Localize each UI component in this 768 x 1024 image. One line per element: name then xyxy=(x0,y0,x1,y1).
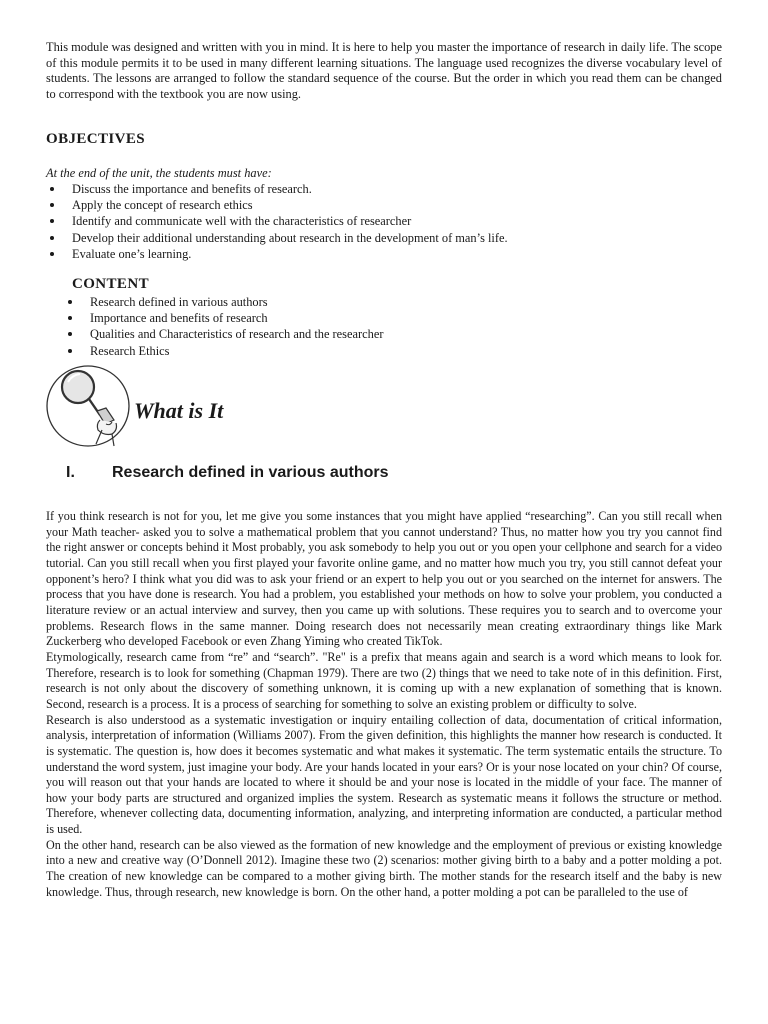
intro-paragraph: This module was designed and written with you in mind. It is here to help you master the importance of research in daily life. The scope of this module permits it to be used in many different learning situations. The language used recognizes the diverse vocabulary level of students. The lessons are arranged to follow the standard sequence of the course. But the order in which you read them can be changed to correspond with the textbook you are now using. xyxy=(46,40,722,101)
body-text xyxy=(46,509,722,900)
list-item: Develop their additional understanding about research in the development of man’s life. xyxy=(72,230,508,245)
content-heading: CONTENT xyxy=(72,276,149,292)
paragraph: Research is also understood as a systematic investigation or inquiry entailing collection of data, documentation of critical information, analysis, interpretation of information (Williams 2007). From the given definition, this highlights the manner how research is conducted. It is systematic. The question is, how does it becomes systematic and what makes it systematic. The term systematic entails the structure. To understand the word system, just imagine your body. Are your hands located in your ears? Or is your nose located on your chin? Of course, you will reason out that your hands are located to where it should be and your nose is located in the middle of your face. The manner of how your body parts are structured and organized implies the system. Research as systematic means it follows the structure or method. Therefore, whenever collecting data, documenting information, analyzing, and interpreting information are conducted, a particular method is used. xyxy=(46,712,722,837)
list-item: Identify and communicate well with the characteristics of researcher xyxy=(72,213,508,229)
list-item: Importance and benefits of research xyxy=(90,310,383,326)
what-is-it-title: What is It xyxy=(134,398,224,423)
paragraph: Etymologically, research came from “re” and “search”. "Re" is a prefix that means again and search is a word which means to look for. Therefore, research is to look for something (Chapman 1979). There are two (2) things that we need to take note of in this definition. First, research is not only about the discovery of something unknown, it is coming up with a new explanation of something that is known. Second, research is a process. It is a process of searching for something to solve an existing problem or difficulty to solve. xyxy=(46,649,722,711)
magnifying-glass-icon xyxy=(44,360,132,450)
section-title: Research defined in various authors xyxy=(112,464,389,481)
objectives-lead: At the end of the unit, the students must have: xyxy=(46,166,272,180)
section-heading xyxy=(66,464,389,482)
paragraph: If you think research is not for you, let me give you some instances that you might have applied “researching”. Can you still recall when your Math teacher- asked you to solve a mathematical problem that you cannot understand? Thus, no matter how you try you cannot find the right answer or concepts behind it Most probably, you ask somebody to help you out or you open your cellphone and search for a video tutorial. Can you still recall when you first played your favorite online game, and no matter how much you try, you still cannot defeat your opponent’s hero? I think what you did was to ask your friend or an expert to help you out or you searched on the internet for answers. The process that you have done is research. You had a problem, you established your methods on how to solve your problem, you conducted a literature review or an actual interview and survey, then you came up with solutions. These requires you to search and to overcome your problems. Research flows in the same manner. Doing research does not necessarily mean creating extraordinary things like Mark Zuckerberg who developed Facebook or even Zhang Yiming who created TikTok. xyxy=(46,509,722,649)
paragraph: On the other hand, research can be also viewed as the formation of new knowledge and the employment of previous or existing knowledge into a new and creative way (O’Donnell 2012). Imagine these two (2) scenarios: mother giving birth to a baby and a potter molding a pot. The creation of new knowledge can be compared to a mother giving birth. The mother stands for the research itself and the baby is new knowledge. Thus, through research, new knowledge is born. On the other hand, a potter molding a pot can be paralleled to the use of xyxy=(46,837,722,899)
list-item: Qualities and Characteristics of research and the researcher xyxy=(90,327,384,342)
list-item: Research Ethics xyxy=(90,343,383,359)
section-number: I. xyxy=(66,464,75,481)
objectives-list xyxy=(72,181,508,262)
list-item: Research defined in various authors xyxy=(90,294,383,310)
content-list xyxy=(90,294,383,359)
list-item: Discuss the importance and benefits of research. xyxy=(72,181,508,197)
list-item: Apply the concept of research ethics xyxy=(72,197,508,213)
list-item: Evaluate one’s learning. xyxy=(72,246,508,262)
objectives-heading: OBJECTIVES xyxy=(46,131,146,147)
